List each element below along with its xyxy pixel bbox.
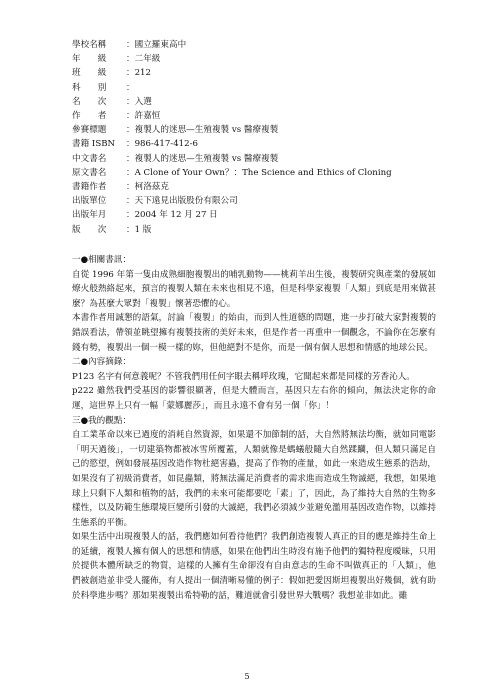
meta-label: 中文書名 [72,153,107,164]
meta-label: 版 次 [72,224,107,235]
meta-value: ：212 [126,68,151,79]
meta-value: ：1 版 [126,224,152,235]
meta-label: 原文書名 [72,167,107,178]
meta-row [72,38,452,52]
meta-label: 科 別 [72,82,107,93]
meta-row [72,81,452,95]
section-heading: 一●相關書訊： [72,255,132,265]
meta-row [72,223,452,237]
meta-row [72,194,452,208]
meta-value: ：國立羅東高中 [126,40,187,50]
meta-value: ：複製人的迷思—生殖複製 vs 醫療複製 [126,153,279,164]
meta-value: ：入選 [126,96,152,107]
paragraph: 自工業革命以來已過度的消耗自然資源，如果還不加節制的話，大自然將無法均衡，就如同電影「明天過後」，一切建築物都被冰雪所覆蓋，人類就像是螞蟻般隨大自然蹂躪，但人類只滿足自己的慾望，例如發展基因改造作物杜絕害蟲，提高了作物的產量，如此一來造成生態系的浩劫，如果沒有了初級消費者，如昆蟲類，將無法滿足消費者的需求進而造成生物滅絕，我想，如果地球上只剩下人類和植物的話，我們的未來可能都要吃「素」了，因此，為了維持大自然的生物多樣性，以及防範生態環境巨變所引發的大滅絕，我們必須減少並避免濫用基因改造作物，以維持生態系的平衡。 [72,430,436,528]
meta-value: ：複製人的迷思—生殖複製 vs 醫療複製 [126,125,279,136]
meta-row [72,208,452,222]
paragraph: 自從 1996 年第一隻由成熟細胞複製出的哺乳動物——桃莉羊出生後，複製研究與產業的發展如燎火般熱絡起來，預言的複製人類在未來也相見不遠，但是科學家複製「人類」到底是用來做甚麼？為甚麼大眾對「複製」懷著恐懼的心。 [72,269,436,309]
meta-row [72,137,452,151]
section-excerpts [72,355,436,413]
meta-row [72,66,452,80]
meta-label: 作 者 [72,111,107,122]
meta-label: 出版年月 [72,210,107,221]
meta-label: 書籍作者 [72,182,107,193]
meta-label: 班 級 [72,68,107,79]
paragraph: 本書作者用誠懇的語氣，討論「複製」的始由，而到人性道德的問題，進一步打破大家對複製的錯誤看法，帶領並眺望擁有複製技術的美好未來，但是作者一再重申一個觀念，不論你在怎麼有錢有勢，複製出一個一模一樣的妳，但他絕對不是你，而是一個有個人思想和情感的地球公民。 [72,313,436,353]
section-heading: 三●我的觀點： [72,415,132,426]
meta-value: ：986-417-412-6 [126,139,198,150]
meta-row [72,123,452,137]
meta-label: 出版單位 [72,196,107,207]
meta-row [72,180,452,194]
meta-row [72,152,452,166]
meta-value: ：天下遠見出版股份有限公司 [126,196,238,207]
page-number: 5 [244,672,250,681]
meta-value: ：柯洛茲克 [126,182,169,193]
meta-value: ：許嘉恒 [126,111,161,122]
meta-label: 年 級 [72,54,107,65]
meta-value: ：A Clone of Your Own？：The Science and Ethics of Cloning [126,167,392,178]
meta-row [72,52,452,66]
section-opinion [72,414,436,604]
meta-row [72,95,452,109]
metadata-block [72,38,452,237]
meta-label: 名 次 [72,96,107,107]
meta-label: 參賽標題 [72,125,107,136]
meta-value: ：2004 年 12 月 27 日 [126,210,218,221]
meta-label: 書籍 ISBN [72,139,116,150]
meta-label: 學校名稱 [72,40,107,50]
document-body [72,253,436,603]
section-heading: 二●內容摘錄： [72,357,132,368]
paragraph: P123 名字有何意義呢？不管我們用任何字眼去稱呼玫瑰，它聞起來都是同樣的芳香沁人。 [72,371,415,382]
meta-row [72,166,452,180]
paragraph: 如果生活中出現複製人的話，我們應如何看待他們？我們創造複製人真正的目的應是維持生命上的延續，複製人擁有個人的思想和情感，如果在他們出生時沒有施予他們的獨特程度曖昧，只用於提供本體所缺乏的物質，這樣的人擁有生命卻沒有自由意志的生命不叫做真正的「人類」，他們被創造並非受人擺佈，有人提出一個清晰易懂的例子：假如把愛因斯坦複製出好幾個，就有助於科學進步嗎？那如果複製出希特勒的話，難道就會引發世界大戰嗎？我想並非如此。雖 [72,532,436,601]
meta-row [72,109,452,123]
meta-value: ： [126,82,135,93]
section-book-info [72,253,436,355]
meta-value: ：二年級 [126,54,161,65]
paragraph: p222 雖然我們受基因的影響很顯著，但是大體而言，基因只左右你的傾向，無法決定你的命運，這世界上只有一幅「蒙娜麗莎」，而且永遠不會有另一個「你」！ [72,386,436,411]
